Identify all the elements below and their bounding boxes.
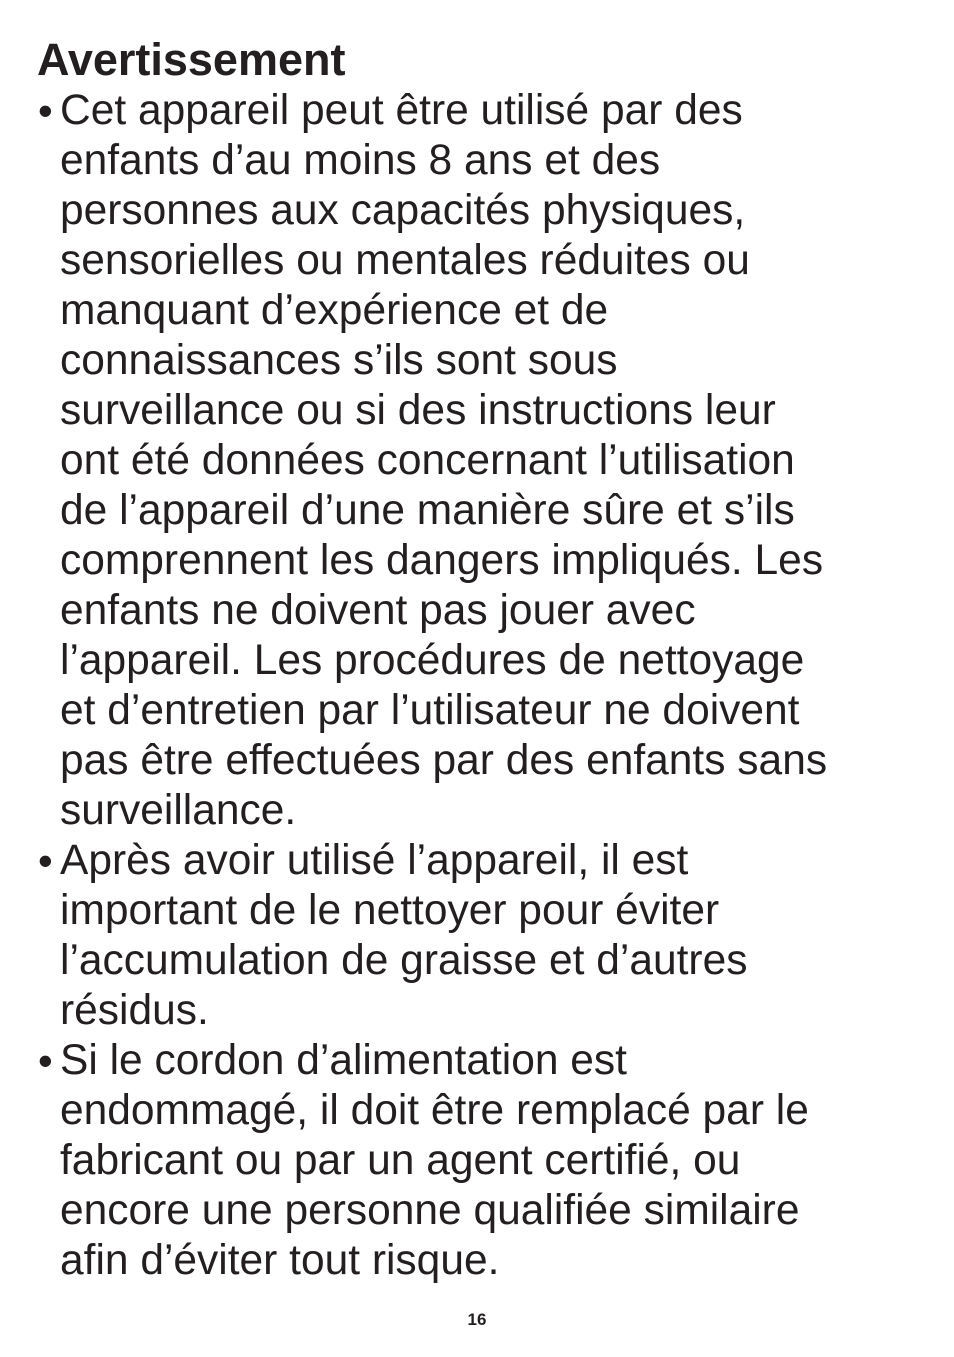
text-line: personnes aux capacités physiques, (60, 187, 746, 234)
bullet-icon: • (38, 1037, 53, 1084)
warning-list (0, 86, 954, 1286)
text-line: pas être effectuées par des enfants sans (60, 737, 828, 784)
bullet-icon: • (38, 837, 53, 884)
text-line: Si le cordon d’alimentation est (60, 1037, 627, 1084)
text-line: sensorielles ou mentales réduites ou (60, 237, 750, 284)
warning-list-item (0, 86, 954, 836)
bullet-icon: • (38, 87, 53, 134)
text-line: manquant d’expérience et de (60, 287, 609, 334)
warning-list-item (0, 836, 954, 1036)
warning-list-item (0, 1036, 954, 1286)
text-line: et d’entretien par l’utilisateur ne doivent (60, 687, 800, 734)
text-line: afin d’éviter tout risque. (60, 1237, 500, 1284)
text-line: de l’appareil d’une manière sûre et s’ils (60, 487, 795, 534)
warning-text (60, 1036, 954, 1286)
text-line: résidus. (60, 987, 209, 1034)
text-line: Cet appareil peut être utilisé par des (60, 87, 743, 134)
page-number: 16 (467, 1310, 487, 1329)
warning-text (60, 86, 954, 836)
text-line: surveillance. (60, 787, 297, 834)
text-line: comprennent les dangers impliqués. Les (60, 537, 824, 584)
text-line: connaissances s’ils sont sous (60, 337, 618, 384)
text-line: l’appareil. Les procédures de nettoyage (60, 637, 805, 684)
text-line: encore une personne qualifiée similaire (60, 1187, 800, 1234)
warning-heading: Avertissement (37, 34, 346, 85)
text-line: enfants d’au moins 8 ans et des (60, 137, 661, 184)
warning-text (60, 836, 954, 1036)
text-line: ont été données concernant l’utilisation (60, 437, 795, 484)
text-line: surveillance ou si des instructions leur (60, 387, 776, 434)
text-line: l’accumulation de graisse et d’autres (60, 937, 748, 984)
text-line: Après avoir utilisé l’appareil, il est (60, 837, 689, 884)
text-line: enfants ne doivent pas jouer avec (60, 587, 696, 634)
text-line: endommagé, il doit être remplacé par le (60, 1087, 809, 1134)
text-line: important de le nettoyer pour éviter (60, 887, 720, 934)
text-line: fabricant ou par un agent certifié, ou (60, 1137, 741, 1184)
